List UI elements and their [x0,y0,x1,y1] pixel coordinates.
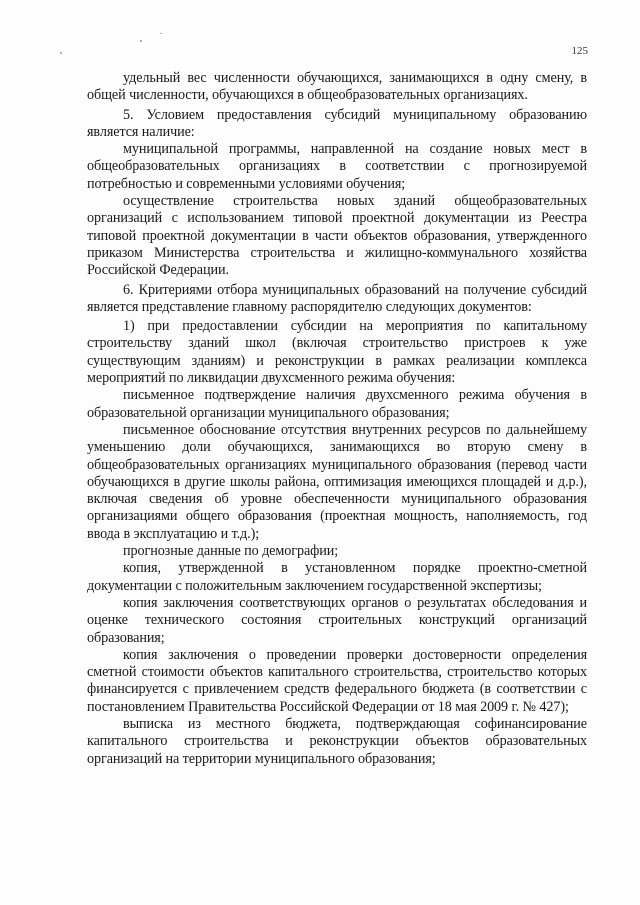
paragraph-item-1: 1) при предоставлении субсидии на мероприятия по капитальному строительству зданий школ (включая строительство пристроев к уже существующим зданиям) и реконструкции в рамках реализации комплекса мероприятий по ликвидации двухсменного режима обучения: [87,318,587,387]
paragraph-demography: прогнозные данные по демографии; [123,543,339,560]
paragraph-inspection-copy: копия заключения соответствующих органов о результатах обследования и оценке технического состояния строительных конструкций организаций образования; [87,594,587,646]
paragraph-cost-verification-copy: копия заключения о проведении проверки достоверности определения сметной стоимости объектов капитального строительства, строительство которых финансируется с привлечением средств федерального бюджета (в соответствии с постановлением Правительства Российской Федерации от 18 мая 2009 г. № 427); [87,646,587,715]
page-number: 125 [571,45,588,57]
paragraph-two-shift-confirmation: письменное подтверждение наличия двухсменного режима обучения в образовательной организации муниципального образования; [87,387,587,421]
paragraph-internal-resources: письменное обоснование отсутствия внутренних ресурсов по дальнейшему уменьшению доли обучающихся, занимающихся во вторую смену в общеобразовательных организациях муниципального образования (перевод части обучающихся в другие школы района, оптимизация имеющихся площадей и д.р.), включая сведения об уровне обеспеченности муниципального образования организациями общего образования (проектная мощность, наполняемость, год ввода в эксплуатацию и т.д.); [87,421,587,542]
paragraph-condition-5: 5. Условием предоставления субсидий муниципальному образованию является наличие: [87,106,587,140]
paragraph-local-budget-extract: выписка из местного бюджета, подтверждающая софинансирование капитального строительства и реконструкции объектов образовательных организаций на территории муниципального образования; [87,715,587,767]
paragraph-design-estimate-copy: копия, утвержденной в установленном порядке проектно-сметной документации с положительным заключением государственной экспертизы; [87,560,587,594]
paragraph-construction-standard-docs: осуществление строительства новых зданий общеобразовательных организаций с использованием типовой проектной документации из Реестра типовой проектной документации в части объектов образования, утвержденного приказом Министерства строительства и жилищно-коммунального хозяйства Российской Федерации. [87,193,587,279]
scan-speck [60,52,62,54]
paragraph-municipal-program: муниципальной программы, направленной на создание новых мест в общеобразовательных организациях в соответствии с прогнозируемой потребностью и современными условиями обучения; [87,141,587,192]
paragraph-share-single-shift: удельный вес численности обучающихся, занимающихся в одну смену, в общей численности, обучающихся в общеобразовательных организациях. [87,70,587,104]
paragraph-criteria-6: 6. Критериями отбора муниципальных образований на получение субсидий является представление главному распорядителю следующих документов: [87,281,587,315]
scan-speck [140,40,142,42]
document-body [87,70,587,768]
scan-speck [160,33,162,34]
